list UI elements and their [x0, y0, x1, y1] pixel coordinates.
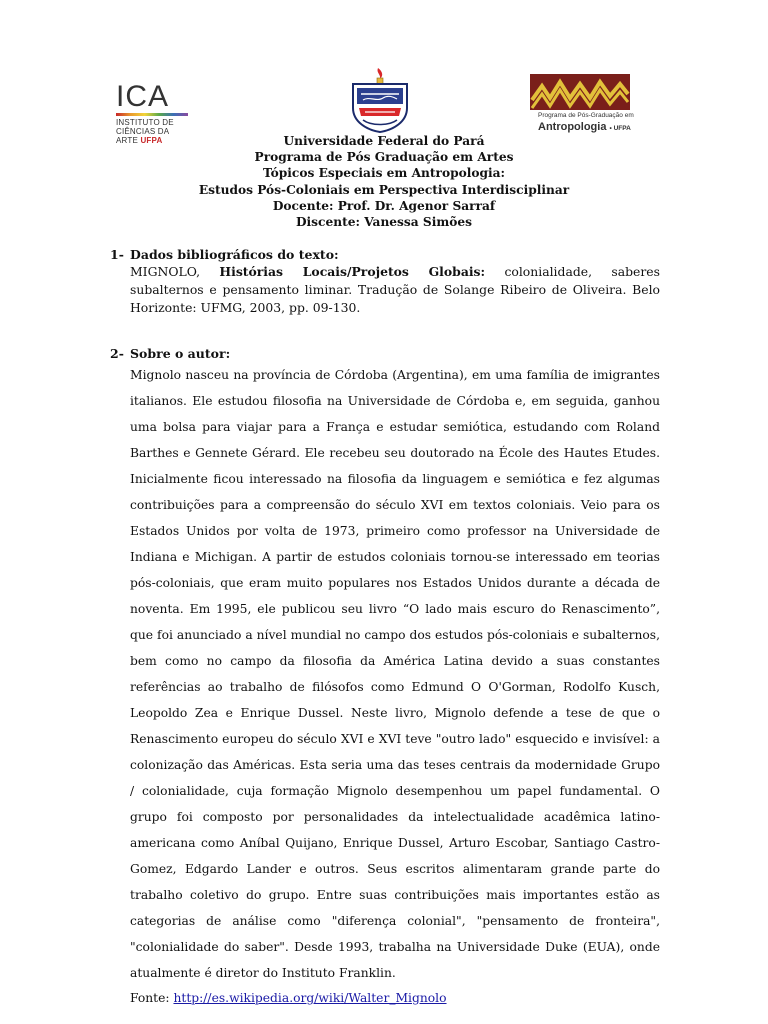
ica-logo-line-2: CIÊNCIAS DA — [116, 127, 170, 136]
teacher-name: Docente: Prof. Dr. Agenor Sarraf — [272, 198, 496, 213]
section-2-heading — [110, 345, 660, 362]
ica-logo-text: ICA — [116, 80, 170, 113]
program-name: Programa de Pós Graduação em Artes — [254, 150, 514, 165]
bibliographic-reference — [130, 263, 660, 316]
ppga-logo-zigzag-icon — [530, 74, 630, 110]
source-line — [130, 986, 660, 1010]
student-name: Discente: Vanessa Simões — [295, 215, 472, 230]
reference-author: MIGNOLO, — [130, 264, 201, 279]
university-name: Universidade Federal do Pará — [283, 134, 485, 148]
section-2-title: Sobre o autor: — [130, 346, 231, 361]
ppga-logo-subtitle: Programa de Pós-Graduação em — [538, 112, 634, 119]
source-label: Fonte: — [130, 991, 170, 1005]
ppga-logo-antropologia: Antropologia — [538, 121, 607, 133]
ica-logo-line-1: INSTITUTO DE — [116, 118, 174, 127]
section-2-number: 2- — [110, 346, 124, 361]
section-bibliographic-data — [110, 246, 660, 316]
ica-logo-arte: ARTE — [116, 136, 138, 145]
author-biography: Mignolo nasceu na província de Córdoba (Argentina), em uma família de imigrantes italianos. Ele estudou filosofia na Universidade de Córdoba e, em seguida, ganhou uma bolsa para viajar para a França e estudar semiótica, estudando com Roland Barthes e Gennete Gérard. Ele recebeu seu doutorado na École des Hautes Etudes. Inicialmente ficou interessado na filosofia da linguagem e semiótica e fez algumas contribuições para a compreensão do século XVI em textos coloniais. Veio para os Estados Unidos por volta de 1973, primeiro como professor na Universidade de Indiana e Michigan. A partir de estudos coloniais tornou-se interessado em teorias pós-coloniais, que eram muito populares nos Estados Unidos durante a década de noventa. Em 1995, ele publicou seu livro “O lado mais escuro do Renascimento”, que foi anunciado a nível mundial no campo dos estudos pós-coloniais e subalternos, bem como no campo da filosofia da América Latina devido a suas constantes referências ao trabalho de filósofos como Edmund O O'Gorman, Rodolfo Kusch, Leopoldo Zea e Enrique Dussel. Neste livro, Mignolo defende a tese de que o Renascimento europeu do século XVI e XVI teve "outro lado" esquecido e invisível: a colonização das Américas. Esta seria uma das teses centrais da modernidade Grupo / colonialidade, cuja formação Mignolo desempenhou um papel fundamental. O grupo foi composto por personalidades da intelectualidade acadêmica latino-americana como Aníbal Quijano, Enrique Dussel, Arturo Escobar, Santiago Castro-Gomez, Edgardo Lander e outros. Seus escritos alimentaram grande parte do trabalho coletivo do grupo. Entre suas contribuições mais importantes estão as categorias de análise como "diferença colonial", "pensamento de fronteira", "colonialidade do saber". Desde 1993, trabalha na Universidade Duke (EUA), onde atualmente é diretor do Instituto Franklin. — [130, 368, 660, 980]
section-1-number: 1- — [110, 247, 124, 262]
reference-details: colonialidade, saberes subalternos e pensamento liminar. Tradução de Solange Ribeiro de Oliveira. Belo Horizonte: UFMG, 2003, pp. 09-130. — [130, 264, 660, 315]
ppga-logo — [530, 74, 640, 136]
ppga-logo-ufpa: • UFPA — [609, 125, 631, 132]
source-link[interactable]: http://es.wikipedia.org/wiki/Walter_Mignolo — [173, 991, 447, 1005]
topics-title: Tópicos Especiais em Antropologia: — [262, 166, 506, 181]
reference-title: Histórias Locais/Projetos Globais: — [219, 264, 486, 279]
ica-logo-ufpa: UFPA — [140, 136, 163, 145]
ppga-logo-title — [538, 121, 631, 133]
course-title: Estudos Pós-Coloniais em Perspectiva Interdisciplinar — [198, 182, 570, 197]
section-1-title: Dados bibliográficos do texto: — [130, 247, 339, 262]
ica-logo-rainbow-bar — [116, 113, 188, 116]
section-1-heading — [110, 246, 660, 263]
section-about-author — [110, 345, 660, 1010]
ufpa-seal-icon — [347, 64, 413, 134]
document-header — [150, 133, 618, 230]
